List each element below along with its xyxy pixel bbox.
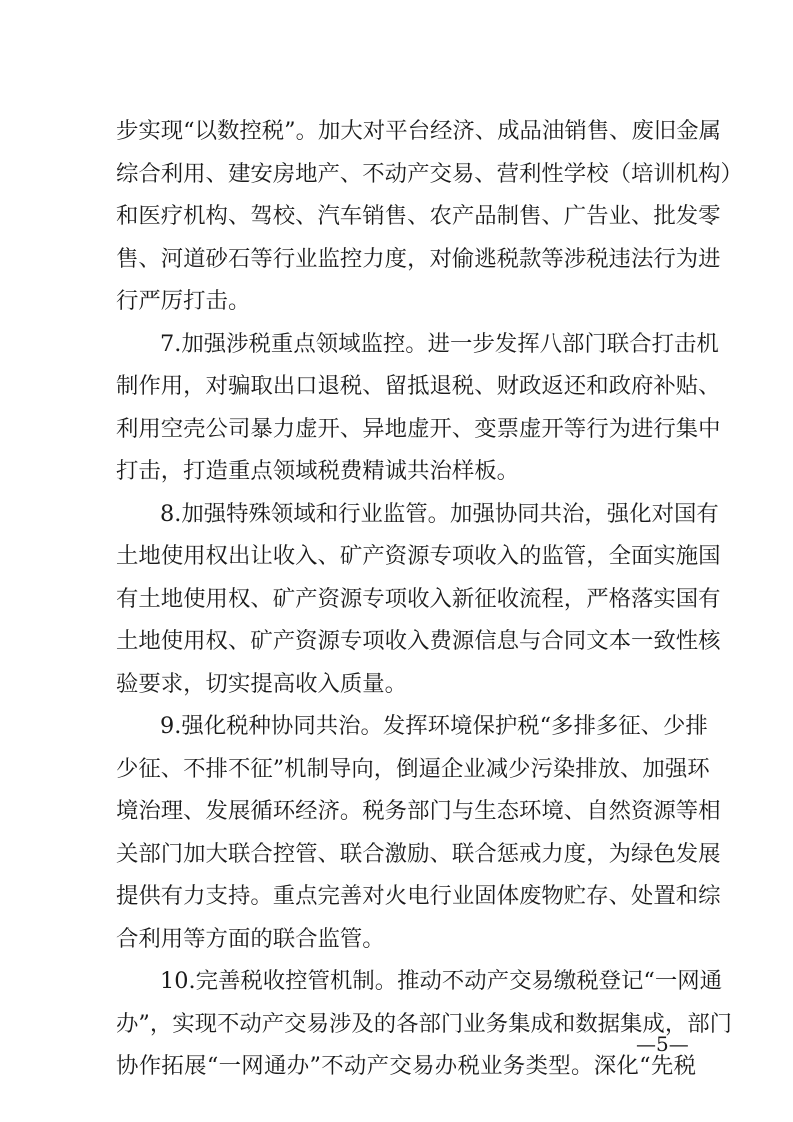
- text-line: 合利用等方面的联合监管。: [116, 925, 385, 952]
- text-line: 步实现“以数控税”。加大对平台经济、成品油销售、废旧金属: [116, 118, 722, 144]
- text-line: 土地使用权出让收入、矿产资源专项收入的监管，全面实施国: [116, 543, 721, 569]
- text-line: 打击，打造重点领域税费精诚共治样板。: [116, 458, 520, 484]
- text-line: 和医疗机构、驾校、汽车销售、农产品制售、广告业、批发零: [116, 203, 721, 229]
- text-line: 协作拓展“一网通办”不动产交易办税业务类型。深化“先税: [116, 1053, 696, 1079]
- page-number: —5—: [636, 1032, 689, 1056]
- paragraph-heading-line: 9.强化税种协同共治。发挥环境保护税“多排多征、少排: [160, 713, 708, 739]
- text-line: 有土地使用权、矿产资源专项收入新征收流程，严格落实国有: [116, 585, 721, 612]
- text-line: 行严厉打击。: [116, 288, 251, 314]
- text-line: 提供有力支持。重点完善对火电行业固体废物贮存、处置和综: [116, 883, 721, 909]
- paragraph-heading-line: 7.加强涉税重点领域监控。进一步发挥八部门联合打击机: [160, 330, 719, 357]
- text-line: 土地使用权、矿产资源专项收入费源信息与合同文本一致性核: [116, 628, 721, 654]
- text-line: 验要求，切实提高收入质量。: [116, 670, 408, 697]
- text-line: 少征、不排不征”机制导向，倒逼企业减少污染排放、加强环: [116, 755, 710, 782]
- text-line: 境治理、发展循环经济。税务部门与生态环境、自然资源等相: [116, 798, 721, 824]
- text-line: 利用空壳公司暴力虚开、异地虚开、变票虚开等行为进行集中: [116, 415, 721, 442]
- text-line: 关部门加大联合控管、联合激励、联合惩戒力度，为绿色发展: [116, 840, 721, 867]
- body-text: [116, 110, 743, 1088]
- paragraph-heading-line: 8.加强特殊领域和行业监管。加强协同共治，强化对国有: [160, 500, 719, 527]
- text-line: 综合利用、建安房地产、不动产交易、营利性学校（培训机构）: [116, 160, 743, 187]
- paragraph-heading-line: 10.完善税收控管机制。推动不动产交易缴税登记“一网通: [160, 968, 723, 994]
- text-line: 办”，实现不动产交易涉及的各部门业务集成和数据集成，部门: [116, 1010, 732, 1037]
- text-line: 售、河道砂石等行业监控力度，对偷逃税款等涉税违法行为进: [116, 245, 721, 272]
- text-line: 制作用，对骗取出口退税、留抵退税、财政返还和政府补贴、: [116, 373, 721, 399]
